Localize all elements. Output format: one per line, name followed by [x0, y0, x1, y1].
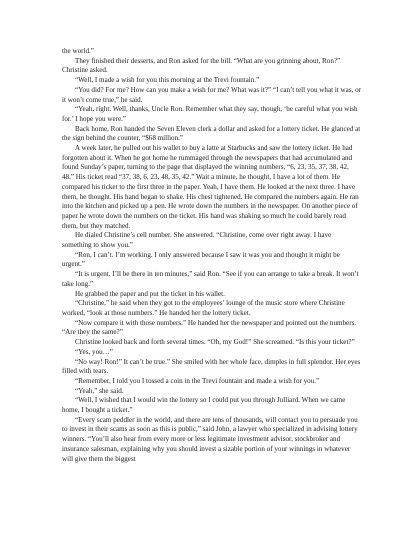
paragraph: He grabbed the paper and put the ticket in his wallet.	[75, 289, 225, 298]
paragraph: “It is urgent. I’ll be there in ten minutes,” said Ron. “See if you can arrange to take a break. It won’t take long.”	[62, 270, 359, 288]
paragraph: “Yes, you…”	[75, 347, 113, 356]
paragraph: “No way! Ron!” It can’t be true.” She smiled with her whole face, dimples in full splendor. Her eyes filled with tears.	[62, 357, 361, 376]
paragraph: “Yeah, right. Well, thanks, Uncle Ron. Remember what they say, though, ‘be careful what you wish for.’ I hope you were.”	[62, 105, 358, 123]
paragraph: He dialed Christine’s cell number. She answered. “Christine, come over right away. I have something to show you.”	[62, 231, 332, 250]
body-text	[62, 47, 362, 464]
paragraph: “Well, I wished that I would win the lottery so I could put you through Julliard. When we came home, I bought a ticket.”	[62, 396, 346, 415]
paragraph: “Well, I made a wish for you this morning at the Trevi fountain.”	[75, 76, 260, 85]
paragraph: Back home, Ron handed the Seven Eleven clerk a dollar and asked for a lottery ticket. He glanced at the sign behind the counter, “$68 million.”	[62, 124, 361, 143]
paragraph: “You did? For me? How can you make a wish for me? What was it?” “I can’t tell you what it was, or it won’t come true,” he said.	[62, 85, 362, 104]
paragraph: Christine looked back and forth several times. “Oh, my God!” She screamed. “Is this your ticket?”	[75, 338, 355, 347]
paragraph: “Now compare it with those numbers.” He handed her the newspaper and pointed out the numbers. “Are they the same?”	[62, 318, 357, 337]
paragraph: “Ron, I can’t. I’m working. I only answered because I saw it was you and thought it might be urgent.”	[62, 250, 340, 269]
paragraph: the world.”	[62, 47, 94, 55]
paragraph: “Remember, I told you I tossed a coin in the Trevi fountain and made a wish for you.”	[75, 376, 320, 385]
paragraph: They finished their desserts, and Ron asked for the bill. “What are you grinning about, Ron?” Christine asked.	[62, 56, 341, 75]
paragraph: A week later, he pulled out his wallet to buy a latte at Starbucks and saw the lottery ticket. He had forgotten about it. When he got home he rummaged through the newspapers that had accumulated and found Sunday’s paper, turning to the page that displayed the winning numbers, “6, 23, 35, 37, 38, 42, 48.” His ticket read “37, 38, 6, 23, 48, 35, 42.” Wait a minute, he thought, I have a lot of them. He compared his ticket to the first three in the paper. Yeah, I have them. He looked at the next three. I have them, he thought. His hand began to shake. His chest tightened. He compared the numbers again. He ran into the kitchen and picked up a pen. He wrote down the numbers in the newspaper. On another piece of paper he wrote down the numbers on the ticket. His hand was shaking so much he could barely read them, but they matched.	[62, 144, 359, 230]
paragraph: “Every scam peddler in the world, and there are tens of thousands, will contact you to persuade you to invest in their scams as soon as this is public,” said John, a lawyer who specialized in advising lottery winners. “You’ll also hear from every more or less legitimate investment advisor, stockbroker and insurance salesman, explaining why you should invest a sizable portion of your winnings in whatever will give them the biggest	[62, 415, 358, 463]
paragraph: “Christine,” he said when they got to the employees’ lounge of the music store where Christine worked, “look at those numbers.” He handed her the lottery ticket.	[62, 299, 345, 317]
paragraph: “Yeah,” she said.	[75, 386, 124, 395]
